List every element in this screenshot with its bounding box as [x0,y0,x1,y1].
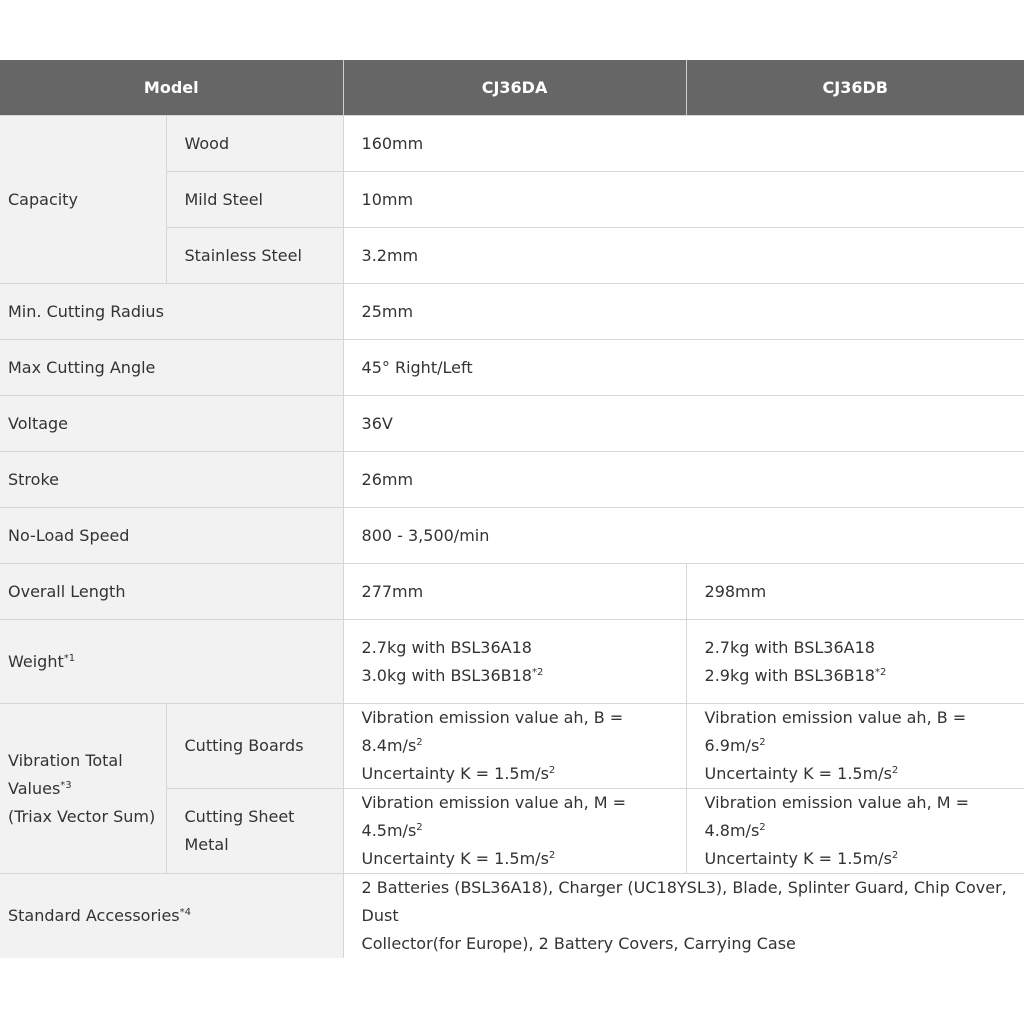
header-cj36da: CJ36DA [343,60,686,116]
cutting-sheet-b: Vibration emission value ah, $M = 4.8m/s^2$ Uncertainty $K = 1.5m/s^2$ [686,789,1024,874]
wood-value: 160mm [343,116,1024,172]
mild-steel-label: Mild Steel [166,172,343,228]
row-min-radius [0,284,1024,340]
cutting-boards-label: Cutting Boards [166,704,343,789]
overall-length-a: 277mm [343,564,686,620]
cutting-boards-b: Vibration emission value ah, $B = 6.9m/s^2$ Uncertainty $K = 1.5m/s^2$ [686,704,1024,789]
stainless-steel-label: Stainless Steel [166,228,343,284]
accessories-footnote: *4 [179,907,192,918]
stroke-label: Stroke [0,452,343,508]
weight-a: 2.7kg with BSL36A18 3.0kg with BSL36B18$^{*2}$ [343,620,686,704]
row-vibration-boards [0,704,1024,789]
wood-label: Wood [166,116,343,172]
cutting-boards-a: Vibration emission value ah, $B = 8.4m/s^2$ Uncertainty $K = 1.5m/s^2$ [343,704,686,789]
row-stroke [0,452,1024,508]
row-capacity-wood [0,116,1024,172]
voltage-label: Voltage [0,396,343,452]
capacity-label: Capacity [0,116,166,284]
row-voltage [0,396,1024,452]
cutting-sheet-a: Vibration emission value ah, $M = 4.5m/s^2$ Uncertainty $K = 1.5m/s^2$ [343,789,686,874]
cutting-sheet-label: Cutting Sheet Metal [166,789,343,874]
max-angle-label: Max Cutting Angle [0,340,343,396]
min-radius-label: Min. Cutting Radius [0,284,343,340]
row-weight [0,620,1024,704]
row-overall-length [0,564,1024,620]
min-radius-value: 25mm [343,284,1024,340]
header-cj36db: CJ36DB [686,60,1024,116]
overall-length-label: Overall Length [0,564,343,620]
spec-table [0,60,1024,958]
stainless-steel-value: 3.2mm [343,228,1024,284]
max-angle-value: 45° Right/Left [343,340,1024,396]
row-max-angle [0,340,1024,396]
weight-b: 2.7kg with BSL36A18 2.9kg with BSL36B18$^{*2}$ [686,620,1024,704]
voltage-value: 36V [343,396,1024,452]
stroke-value: 26mm [343,452,1024,508]
accessories-value: 2 Batteries (BSL36A18), Charger (UC18YSL3), Blade, Splinter Guard, Chip Cover, Dust Collector(for Europe), 2 Battery Covers, Carrying Case [343,874,1024,959]
overall-length-b: 298mm [686,564,1024,620]
weight-label: Weight$^{*1}$ [0,620,343,704]
row-no-load-speed [0,508,1024,564]
header-model: Model [0,60,343,116]
header-row [0,60,1024,116]
vibration-label: Vibration Total Values$^{*3}$ (Triax Vector Sum) [0,704,166,874]
weight-footnote: *1 [63,652,76,664]
no-load-speed-label: No-Load Speed [0,508,343,564]
row-accessories [0,874,1024,959]
mild-steel-value: 10mm [343,172,1024,228]
accessories-label: Standard Accessories$^{*4}$ [0,874,343,959]
no-load-speed-value: 800 - 3,500/min [343,508,1024,564]
